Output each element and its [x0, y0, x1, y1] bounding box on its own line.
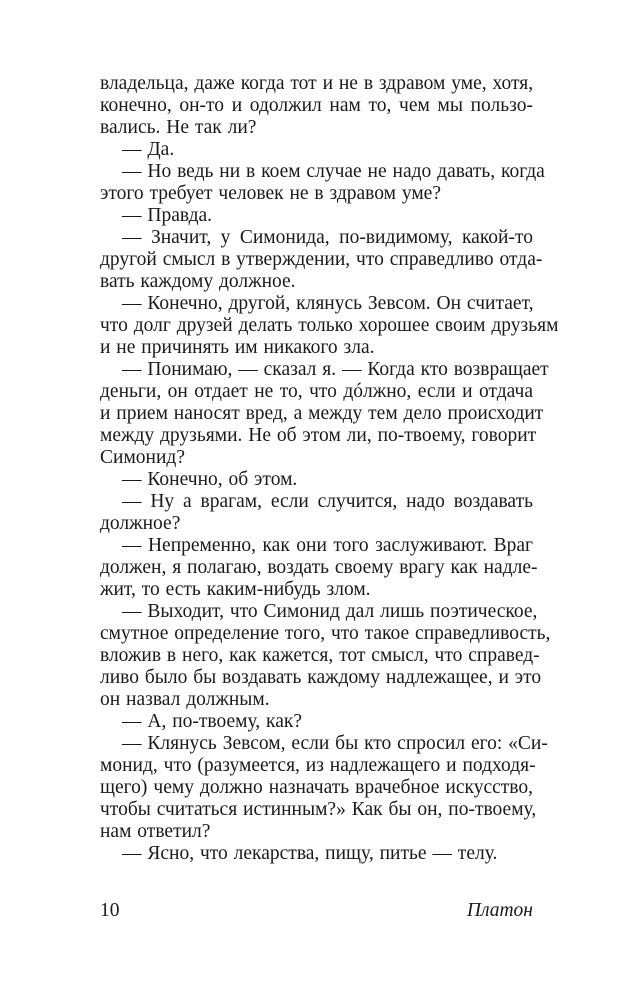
text-line: чтобы считаться истинным?» Как бы он, по-твоему, — [100, 799, 537, 820]
text-line: — Да. — [122, 139, 175, 160]
text-line: и не причинять им никакого зла. — [100, 337, 375, 358]
text-line: жит, то есть каким-нибудь злом. — [100, 579, 371, 600]
text-line: смутное определение того, что такое справедливость, — [100, 623, 551, 644]
text-line: Симонид? — [100, 447, 185, 468]
text-line: ливо было бы воздавать каждому надлежащее, и это — [100, 667, 542, 688]
text-line: — Конечно, другой, клянусь Зевсом. Он считает, — [122, 293, 534, 314]
text-line: вложив в него, как кажется, тот смысл, что справед- — [100, 645, 540, 666]
page-number: 10 — [100, 900, 120, 921]
text-line: он назвал должным. — [100, 689, 270, 710]
text-line: — Клянусь Зевсом, если бы кто спросил его: «Си- — [122, 733, 548, 754]
text-line: — Правда. — [122, 205, 213, 226]
text-line: — Ясно, что лекарства, пищу, питье — телу. — [122, 843, 498, 864]
text-line: владельца, даже когда тот и не в здравом уме, хотя, — [100, 73, 534, 94]
text-line: — Конечно, об этом. — [122, 469, 298, 490]
text-line: деньги, он отдает не то, что дóлжно, если и отдача — [100, 381, 533, 402]
text-line: — А, по-твоему, как? — [122, 711, 302, 732]
page-footer — [100, 899, 533, 923]
text-line: вались. Не так ли? — [100, 117, 257, 138]
text-line: нам ответил? — [100, 821, 211, 842]
text-line: вать каждому должное. — [100, 271, 296, 292]
text-line: — Ну а врагам, если случится, надо воздавать — [122, 491, 533, 512]
text-line: — Понимаю, — сказал я. — Когда кто возвращает — [122, 359, 549, 380]
text-line: и прием наносят вред, а между тем дело происходит — [100, 403, 544, 424]
text-line: конечно, он-то и одолжил нам то, чем мы пользо- — [100, 95, 533, 116]
text-line: — Но ведь ни в коем случае не надо давать, когда — [122, 161, 545, 182]
text-line: что долг друзей делать только хорошее своим друзьям — [100, 315, 559, 336]
running-title: Платон — [466, 900, 533, 921]
text-line: щего) чему должно назначать врачебное искусство, — [100, 777, 533, 798]
text-line: этого требует человек не в здравом уме? — [100, 183, 441, 204]
text-line: должен, я полагаю, воздать своему врагу как надле- — [100, 557, 538, 578]
text-line: — Значит, у Симонида, по-видимому, какой-то — [122, 227, 533, 248]
text-line: между друзьями. Не об этом ли, по-твоему, говорит — [100, 425, 537, 446]
text-line: — Выходит, что Симонид дал лишь поэтическое, — [122, 601, 538, 622]
body-text — [100, 73, 559, 865]
text-line: — Непременно, как они того заслуживают. Враг — [122, 535, 533, 556]
text-line: другой смысл в утверждении, что справедливо отда- — [100, 249, 543, 270]
text-line: должное? — [100, 513, 181, 534]
text-line: монид, что (разумеется, из надлежащего и подходя- — [100, 755, 536, 776]
